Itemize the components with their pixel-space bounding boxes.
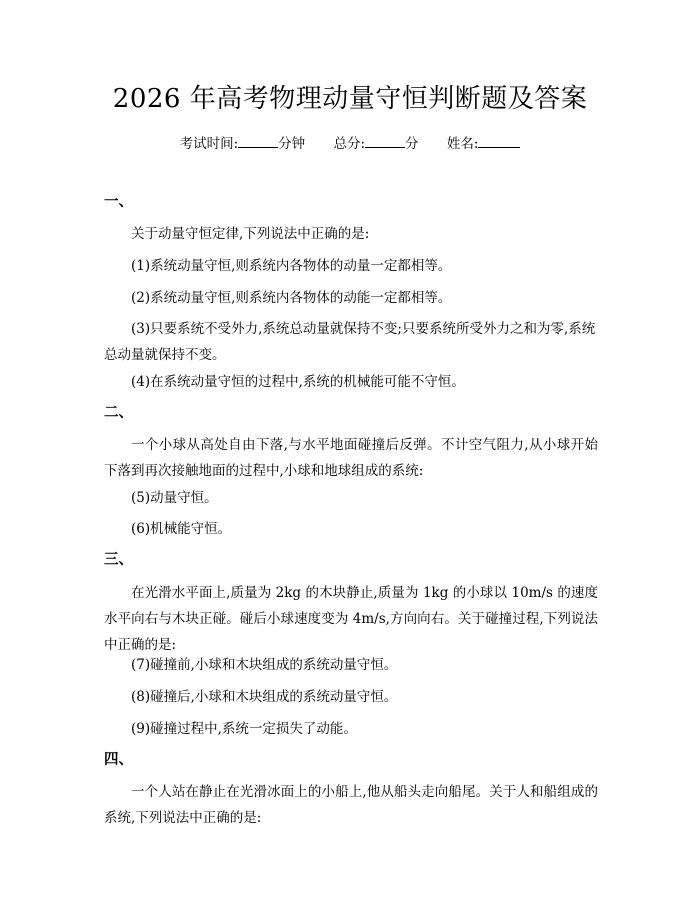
total-score-unit: 分 xyxy=(405,136,419,152)
student-name-field xyxy=(447,133,521,153)
student-name-blank[interactable] xyxy=(478,133,520,148)
student-name-label: 姓名: xyxy=(446,136,479,152)
question-item-9: (9)碰撞过程中,系统一定损失了动能。 xyxy=(131,721,357,737)
section-1-stem: 关于动量守恒定律,下列说法中正确的是: xyxy=(131,226,370,242)
question-item-2: (2)系统动量守恒,则系统内各物体的动能一定都相等。 xyxy=(131,290,452,306)
total-score-blank[interactable] xyxy=(365,133,405,148)
question-item-6: (6)机械能守恒。 xyxy=(131,521,232,537)
question-item-8: (8)碰撞后,小球和木块组成的系统动量守恒。 xyxy=(131,689,398,705)
exam-time-unit: 分钟 xyxy=(278,136,306,152)
section-3-heading: 三、 xyxy=(104,551,133,568)
question-item-5: (5)动量守恒。 xyxy=(131,490,218,506)
total-score-label: 总分: xyxy=(333,136,366,152)
question-item-3: (3)只要系统不受外力,系统总动量就保持不变;只要系统所受外力之和为零,系统总动量就保持不变。 xyxy=(104,321,596,363)
question-item-1: (1)系统动量守恒,则系统内各物体的动量一定都相等。 xyxy=(131,258,452,274)
section-4-heading: 四、 xyxy=(104,751,133,768)
exam-info-line xyxy=(0,133,700,153)
section-2-heading: 二、 xyxy=(104,404,133,421)
section-3-stem: 在光滑水平面上,质量为 2kg 的木块静止,质量为 1kg 的小球以 10m/s 的速度水平向右与木块正碰。碰后小球速度变为 4m/s,方向向右。关于碰撞过程,下列说法中正确的是: xyxy=(104,585,598,653)
exam-time-field xyxy=(180,133,306,153)
question-item-4: (4)在系统动量守恒的过程中,系统的机械能可能不守恒。 xyxy=(131,374,465,390)
question-item-7: (7)碰撞前,小球和木块组成的系统动量守恒。 xyxy=(131,657,398,673)
section-2-stem: 一个小球从高处自由下落,与水平地面碰撞后反弹。不计空气阻力,从小球开始下落到再次接触地面的过程中,小球和地球组成的系统: xyxy=(104,437,598,479)
page-title: 2026 年高考物理动量守恒判断题及答案 xyxy=(112,84,588,114)
total-score-field xyxy=(333,133,418,153)
section-4-stem: 一个人站在静止在光滑冰面上的小船上,他从船头走向船尾。关于人和船组成的系统,下列说法中正确的是: xyxy=(104,784,598,826)
exam-time-label: 考试时间: xyxy=(179,136,239,152)
exam-time-blank[interactable] xyxy=(238,133,278,148)
section-1-heading: 一、 xyxy=(104,193,133,210)
